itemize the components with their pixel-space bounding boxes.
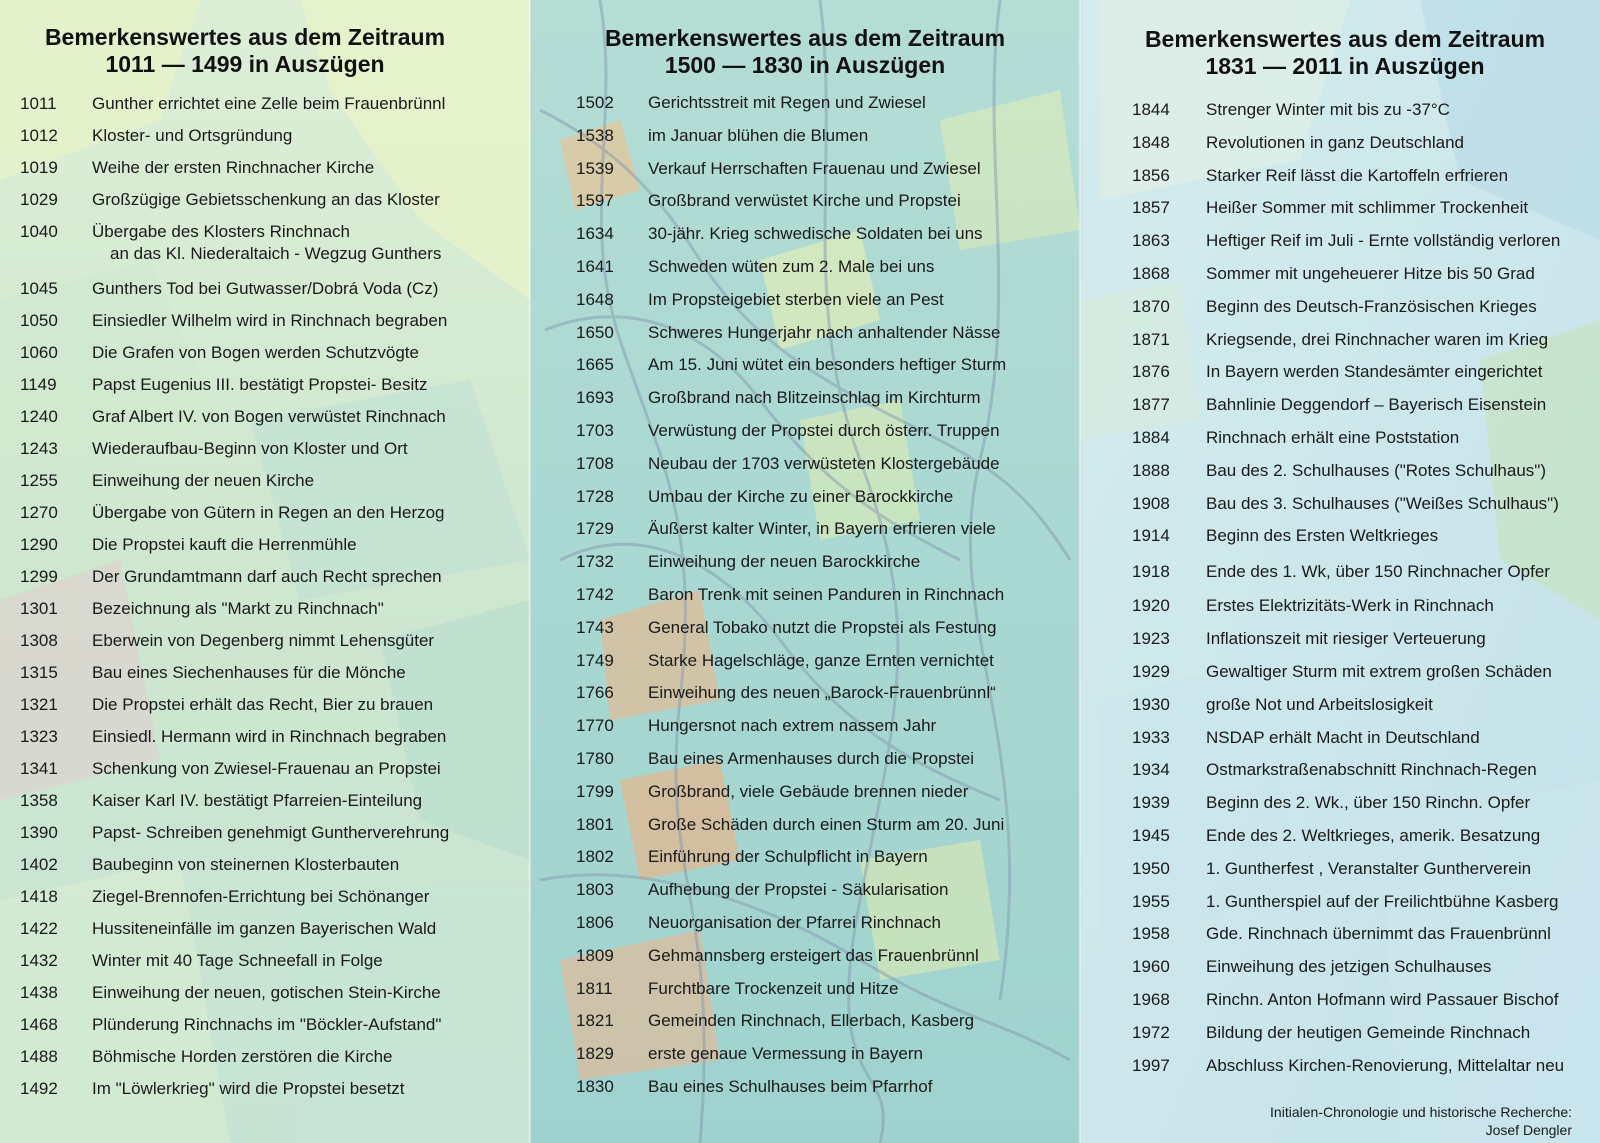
- timeline-entry: [576, 814, 1076, 847]
- entry-year: 1390: [20, 823, 58, 842]
- timeline-entry: [20, 822, 520, 854]
- timeline-entry: [20, 854, 520, 886]
- entry-text: Beginn des Deutsch-Französischen Krieges: [1206, 296, 1537, 316]
- entry-year: 1243: [20, 439, 58, 458]
- entry-year: 1402: [20, 855, 58, 874]
- entry-text: Die Propstei erhält das Recht, Bier zu brauen: [92, 695, 434, 714]
- entry-year: 1770: [576, 716, 614, 736]
- entry-text: Erstes Elektrizitäts-Werk in Rinchnach: [1206, 596, 1494, 616]
- entry-year: 1432: [20, 951, 58, 970]
- entry-text: Heißer Sommer mit schlimmer Trockenheit: [1206, 198, 1529, 218]
- timeline-entry: [1132, 956, 1598, 989]
- timeline-entry: [1132, 792, 1598, 825]
- entry-year: 1884: [1132, 427, 1170, 447]
- timeline-entry: [576, 486, 1076, 519]
- heading-line-1: Bemerkenswertes aus dem Zeitraum: [604, 25, 1006, 51]
- timeline-entry: [20, 502, 520, 534]
- entry-year: 1149: [20, 375, 57, 394]
- entry-text: Aufhebung der Propstei - Säkularisation: [648, 880, 949, 900]
- timeline-panel-1011-1499: [0, 0, 530, 1143]
- entry-text: Übergabe des Klosters Rinchnach: [92, 222, 350, 241]
- timeline-entry: [576, 1043, 1076, 1076]
- entry-year: 1019: [20, 158, 58, 177]
- entry-year: 1802: [576, 847, 614, 867]
- timeline-entry-multiline: [20, 221, 520, 278]
- entry-text: Graf Albert IV. von Bogen verwüstet Rinchnach: [92, 407, 446, 426]
- entry-year: 1732: [576, 552, 614, 572]
- timeline-entry: [576, 1010, 1076, 1043]
- entry-year: 1871: [1132, 329, 1170, 349]
- timeline-entry: [576, 912, 1076, 945]
- entry-text: Schweden wüten zum 2. Male bei uns: [648, 256, 935, 276]
- entry-text: Am 15. Juni wütet ein besonders heftiger Sturm: [648, 355, 1007, 375]
- timeline-entry: [1132, 595, 1598, 628]
- entry-year: 1848: [1132, 132, 1170, 152]
- entry-year: 1641: [576, 256, 614, 276]
- timeline-entry: [20, 982, 520, 1014]
- entry-year: 1468: [20, 1015, 58, 1034]
- entry-year: 1358: [20, 791, 58, 810]
- timeline-entry: [20, 278, 520, 310]
- entry-year: 1308: [20, 631, 58, 650]
- timeline-entry: [20, 758, 520, 790]
- timeline-entry: [576, 190, 1076, 223]
- entry-year: 1045: [20, 279, 58, 298]
- timeline-entry: [1132, 923, 1598, 956]
- timeline-entry: [1132, 727, 1598, 760]
- entry-text: Ende des 1. Wk, über 150 Rinchnacher Opfer: [1206, 562, 1550, 582]
- timeline-entry: [1132, 525, 1598, 561]
- entry-year: 1693: [576, 388, 614, 408]
- entry-text: Gde. Rinchnach übernimmt das Frauenbrünnl: [1206, 924, 1551, 944]
- timeline-entry: [1132, 1022, 1598, 1055]
- credit-note: [1270, 1103, 1572, 1139]
- entry-text: Abschluss Kirchen-Renovierung, Mittelaltar neu: [1206, 1055, 1565, 1075]
- timeline-entry: [576, 322, 1076, 355]
- timeline-entry: [1132, 891, 1598, 924]
- timeline-entry: [576, 978, 1076, 1011]
- entry-text: erste genaue Vermessung in Bayern: [648, 1044, 924, 1064]
- timeline-entry: [1132, 263, 1598, 296]
- timeline-entry: [576, 879, 1076, 912]
- entry-text: Kloster- und Ortsgründung: [92, 126, 293, 145]
- entry-year: 1958: [1132, 924, 1170, 944]
- heading-line-2: 1011 — 1499 in Auszügen: [105, 51, 385, 77]
- entry-year: 1703: [576, 420, 614, 440]
- timeline-entry: [20, 630, 520, 662]
- entry-text: Baubeginn von steinernen Klosterbauten: [92, 855, 400, 874]
- timeline-entry: [20, 1078, 520, 1110]
- timeline-entry: [576, 846, 1076, 879]
- entry-text: Bau eines Armenhauses durch die Propstei: [648, 748, 975, 768]
- entry-text: Verkauf Herrschaften Frauenau und Zwiesel: [648, 158, 981, 178]
- entry-year: 1801: [576, 814, 614, 834]
- entry-year: 1418: [20, 887, 58, 906]
- entry-text: Bau eines Schulhauses beim Pfarrhof: [648, 1076, 933, 1096]
- entry-year: 1857: [1132, 198, 1170, 218]
- entry-text: Weihe der ersten Rinchnacher Kirche: [92, 158, 375, 177]
- entry-year: 1743: [576, 617, 614, 637]
- timeline-panel-1831-2011: [1080, 0, 1600, 1143]
- entry-year: 1960: [1132, 957, 1170, 977]
- entry-text: Einweihung der neuen Kirche: [92, 471, 315, 490]
- timeline-entry: [1132, 165, 1598, 198]
- entry-text: Papst Eugenius III. bestätigt Propstei- Besitz: [92, 375, 428, 394]
- entry-year: 1806: [576, 912, 614, 932]
- timeline-entry: [576, 682, 1076, 715]
- timeline-list: [576, 92, 1076, 1109]
- entry-text: Die Propstei kauft die Herrenmühle: [92, 535, 357, 554]
- timeline-entry: [576, 453, 1076, 486]
- heading-line-2: 1831 — 2011 in Auszügen: [1205, 53, 1485, 79]
- entry-text: Inflationszeit mit riesiger Verteuerung: [1206, 629, 1486, 649]
- timeline-entry: [20, 374, 520, 406]
- entry-year: 1708: [576, 453, 614, 473]
- timeline-entry: [576, 223, 1076, 256]
- entry-year: 1803: [576, 880, 614, 900]
- entry-year: 1877: [1132, 395, 1170, 415]
- entry-text: Im "Löwlerkrieg" wird die Propstei besetzt: [92, 1079, 405, 1098]
- credit-author: Josef Dengler: [1485, 1122, 1572, 1138]
- entry-text: General Tobako nutzt die Propstei als Festung: [648, 617, 997, 637]
- entry-text: Verwüstung der Propstei durch österr. Truppen: [648, 420, 1000, 440]
- entry-year: 1422: [20, 919, 58, 938]
- entry-text: Übergabe von Gütern in Regen an den Herzog: [92, 503, 445, 522]
- entry-year: 1972: [1132, 1022, 1170, 1042]
- timeline-entry: [1132, 296, 1598, 329]
- entry-year: 1908: [1132, 493, 1170, 513]
- entry-year: 1728: [576, 486, 614, 506]
- entry-text: Umbau der Kirche zu einer Barockkirche: [648, 486, 954, 506]
- entry-year: 1060: [20, 343, 58, 362]
- timeline-entry: [576, 781, 1076, 814]
- entry-year: 1945: [1132, 825, 1170, 845]
- timeline-entry: [20, 598, 520, 630]
- entry-text: Bau des 3. Schulhauses ("Weißes Schulhaus"): [1206, 493, 1559, 513]
- heading-line-1: Bemerkenswertes aus dem Zeitraum: [1144, 26, 1546, 52]
- timeline-entry: [1132, 132, 1598, 165]
- entry-text: In Bayern werden Standesämter eingerichtet: [1206, 362, 1543, 382]
- timeline-entry: [20, 438, 520, 470]
- entry-year: 1923: [1132, 629, 1170, 649]
- entry-year: 1634: [576, 224, 614, 244]
- entry-text: Einführung der Schulpflicht in Bayern: [648, 847, 928, 867]
- entry-text: Gehmannsberg ersteigert das Frauenbrünnl: [648, 945, 979, 965]
- entry-text: Einweihung des neuen „Barock-Frauenbrünnl“: [648, 683, 996, 703]
- entry-text: Böhmische Horden zerstören die Kirche: [92, 1047, 393, 1066]
- timeline-entry: [1132, 329, 1598, 362]
- timeline-entry: [576, 748, 1076, 781]
- entry-year: 1780: [576, 748, 614, 768]
- entry-text: Sommer mit ungeheuerer Hitze bis 50 Grad: [1206, 263, 1535, 283]
- timeline-entry: [1132, 1055, 1598, 1088]
- timeline-entry: [576, 715, 1076, 748]
- entry-year: 1888: [1132, 460, 1170, 480]
- timeline-entry: [1132, 197, 1598, 230]
- entry-year: 1870: [1132, 296, 1170, 316]
- entry-year: 1766: [576, 683, 614, 703]
- entry-year: 1492: [20, 1079, 58, 1098]
- timeline-entry: [1132, 427, 1598, 460]
- timeline-entry: [20, 93, 520, 125]
- entry-text: Rinchnach erhält eine Poststation: [1206, 427, 1460, 447]
- entry-year: 1929: [1132, 661, 1170, 681]
- timeline-entry: [576, 92, 1076, 125]
- entry-year: 1648: [576, 289, 614, 309]
- timeline-entry: [20, 342, 520, 374]
- entry-year: 1950: [1132, 858, 1170, 878]
- entry-year: 1502: [576, 93, 614, 112]
- entry-text: Bau des 2. Schulhauses ("Rotes Schulhaus"): [1206, 460, 1546, 480]
- entry-text: Ende des 2. Weltkrieges, amerik. Besatzung: [1206, 825, 1541, 845]
- entry-year: 1809: [576, 945, 614, 965]
- timeline-entry: [1132, 460, 1598, 493]
- entry-year: 1255: [20, 471, 58, 490]
- entry-year: 1955: [1132, 891, 1170, 911]
- entry-year: 1863: [1132, 231, 1170, 251]
- entry-text: Papst- Schreiben genehmigt Guntherverehrung: [92, 823, 450, 842]
- entry-text: Einweihung der neuen Barockkirche: [648, 552, 921, 572]
- entry-text: Großbrand nach Blitzeinschlag im Kirchturm: [648, 388, 981, 408]
- entry-text: Eberwein von Degenberg nimmt Lehensgüter: [92, 631, 435, 650]
- timeline-entry: [576, 158, 1076, 191]
- timeline-entry: [576, 551, 1076, 584]
- entry-text: Plünderung Rinchnachs im "Böckler-Aufstand": [92, 1015, 442, 1034]
- entry-year: 1914: [1132, 526, 1170, 546]
- entry-year: 1488: [20, 1047, 58, 1066]
- entry-text: Kriegsende, drei Rinchnacher waren im Krieg: [1206, 329, 1549, 349]
- entry-text: 1. Guntherspiel auf der Freilichtbühne Kasberg: [1206, 891, 1559, 911]
- timeline-entry: [20, 886, 520, 918]
- entry-text: Beginn des Ersten Weltkrieges: [1206, 526, 1439, 546]
- entry-text: Hussiteneinfälle im ganzen Bayerischen Wald: [92, 919, 437, 938]
- entry-year: 1301: [20, 599, 58, 618]
- timeline-entry: [1132, 361, 1598, 394]
- timeline-entry: [576, 354, 1076, 387]
- entry-text: Kaiser Karl IV. bestätigt Pfarreien-Einteilung: [92, 791, 423, 810]
- timeline-entry: [20, 470, 520, 502]
- entry-year: 1011: [20, 94, 57, 113]
- timeline-entry: [1132, 99, 1598, 132]
- fold-line-2: [1078, 0, 1082, 1143]
- entry-year: 1868: [1132, 263, 1170, 283]
- entry-text: Großzügige Gebietsschenkung an das Kloster: [92, 190, 440, 209]
- entry-year: 1876: [1132, 362, 1170, 382]
- entry-text: Beginn des 2. Wk., über 150 Rinchn. Opfer: [1206, 793, 1531, 813]
- timeline-entry: [1132, 230, 1598, 263]
- timeline-entry: [20, 310, 520, 342]
- entry-year: 1240: [20, 407, 58, 426]
- entry-text: Der Grundamtmann darf auch Recht sprechen: [92, 567, 442, 586]
- entry-text: 30-jähr. Krieg schwedische Soldaten bei uns: [648, 224, 983, 244]
- entry-year: 1799: [576, 781, 614, 801]
- entry-text-continuation: an das Kl. Niederaltaich - Wegzug Gunthers: [110, 244, 442, 263]
- timeline-entry: [576, 945, 1076, 978]
- entry-year: 1040: [20, 222, 58, 241]
- entry-year: 1830: [576, 1076, 614, 1096]
- entry-text: Schweres Hungerjahr nach anhaltender Nässe: [648, 322, 1001, 342]
- heading-line-2: 1500 — 1830 in Auszügen: [664, 52, 946, 78]
- heading-line-1: Bemerkenswertes aus dem Zeitraum: [44, 24, 446, 50]
- entry-text: Hungersnot nach extrem nassem Jahr: [648, 716, 937, 736]
- entry-year: 1270: [20, 503, 58, 522]
- entry-text: Winter mit 40 Tage Schneefall in Folge: [92, 951, 383, 970]
- entry-year: 1323: [20, 727, 58, 746]
- timeline-entry: [20, 1014, 520, 1046]
- timeline-entry: [1132, 661, 1598, 694]
- timeline-entry: [576, 617, 1076, 650]
- entry-year: 1811: [576, 978, 613, 998]
- entry-year: 1315: [20, 663, 58, 682]
- timeline-entry: [576, 387, 1076, 420]
- entry-text: Starke Hagelschläge, ganze Ernten vernichtet: [648, 650, 994, 670]
- timeline-list: [1132, 99, 1598, 1087]
- entry-year: 1538: [576, 125, 614, 145]
- entry-text: Neuorganisation der Pfarrei Rinchnach: [648, 912, 941, 932]
- timeline-entry: [576, 584, 1076, 617]
- entry-year: 1939: [1132, 793, 1170, 813]
- timeline-entry: [20, 189, 520, 221]
- entry-text: Ostmarkstraßenabschnitt Rinchnach-Regen: [1206, 760, 1537, 780]
- panel-heading: [1080, 26, 1600, 80]
- entry-text: Einsiedl. Hermann wird in Rinchnach begraben: [92, 727, 447, 746]
- timeline-entry: [20, 125, 520, 157]
- timeline-entry: [576, 1076, 1076, 1109]
- timeline-panel-1500-1830: [530, 0, 1080, 1143]
- timeline-entry: [1132, 759, 1598, 792]
- entry-text: Großbrand, viele Gebäude brennen nieder: [648, 781, 969, 801]
- timeline-entry: [576, 125, 1076, 158]
- entry-text: Bahnlinie Deggendorf – Bayerisch Eisenstein: [1206, 395, 1547, 415]
- entry-year: 1729: [576, 519, 614, 539]
- entry-text: im Januar blühen die Blumen: [648, 125, 869, 145]
- timeline-entry: [20, 694, 520, 726]
- entry-text: Bildung der heutigen Gemeinde Rinchnach: [1206, 1022, 1531, 1042]
- timeline-list: [20, 93, 520, 1110]
- timeline-entry: [20, 406, 520, 438]
- entry-year: 1665: [576, 355, 614, 375]
- timeline-entry: [576, 518, 1076, 551]
- timeline-entry: [576, 420, 1076, 453]
- entry-year: 1918: [1132, 562, 1170, 582]
- entry-text: Die Grafen von Bogen werden Schutzvögte: [92, 343, 419, 362]
- entry-text: Heftiger Reif im Juli - Ernte vollständig verloren: [1206, 231, 1561, 251]
- entry-year: 1968: [1132, 989, 1170, 1009]
- timeline-entry: [1132, 493, 1598, 526]
- entry-text: Revolutionen in ganz Deutschland: [1206, 132, 1465, 152]
- entry-text: Bezeichnung als "Markt zu Rinchnach": [92, 599, 384, 618]
- panel-heading: [530, 25, 1080, 79]
- timeline-entry: [20, 566, 520, 598]
- entry-text: Einweihung des jetzigen Schulhauses: [1206, 957, 1492, 977]
- entry-year: 1856: [1132, 165, 1170, 185]
- timeline-entry: [1132, 561, 1598, 595]
- entry-text: Rinchn. Anton Hofmann wird Passauer Bischof: [1206, 989, 1559, 1009]
- entry-text: Starker Reif lässt die Kartoffeln erfrieren: [1206, 165, 1509, 185]
- timeline-entry: [1132, 989, 1598, 1022]
- entry-text: Ziegel-Brennofen-Errichtung bei Schönanger: [92, 887, 430, 906]
- entry-text: Furchtbare Trockenzeit und Hitze: [648, 978, 899, 998]
- entry-year: 1742: [576, 584, 614, 604]
- entry-year: 1650: [576, 322, 614, 342]
- entry-text: Große Schäden durch einen Sturm am 20. Juni: [648, 814, 1005, 834]
- entry-text: Im Propsteigebiet sterben viele an Pest: [648, 289, 944, 309]
- entry-year: 1749: [576, 650, 614, 670]
- entry-text: Baron Trenk mit seinen Panduren in Rinchnach: [648, 584, 1005, 604]
- timeline-entry: [20, 918, 520, 950]
- timeline-entry: [20, 790, 520, 822]
- entry-text: Gunthers Tod bei Gutwasser/Dobrá Voda (Cz): [92, 279, 439, 298]
- entry-text: Gunther errichtet eine Zelle beim Frauenbrünnl: [92, 94, 446, 113]
- entry-text: Einsiedler Wilhelm wird in Rinchnach begraben: [92, 311, 448, 330]
- entry-year: 1829: [576, 1044, 614, 1064]
- entry-text: 1. Guntherfest , Veranstalter Guntherverein: [1206, 858, 1532, 878]
- timeline-entry: [20, 534, 520, 566]
- entry-year: 1539: [576, 158, 614, 178]
- timeline-entry: [1132, 825, 1598, 858]
- entry-year: 1050: [20, 311, 58, 330]
- panel-heading: [0, 24, 490, 78]
- entry-text: Schenkung von Zwiesel-Frauenau an Propstei: [92, 759, 441, 778]
- entry-year: 1844: [1132, 100, 1170, 119]
- entry-year: 1821: [576, 1011, 614, 1031]
- timeline-entry: [1132, 628, 1598, 661]
- entry-text: Einweihung der neuen, gotischen Stein-Kirche: [92, 983, 441, 1002]
- entry-year: 1341: [20, 759, 58, 778]
- entry-text: NSDAP erhält Macht in Deutschland: [1206, 727, 1480, 747]
- timeline-entry: [20, 726, 520, 758]
- entry-text: große Not und Arbeitslosigkeit: [1206, 694, 1433, 714]
- entry-year: 1012: [20, 126, 58, 145]
- timeline-entry: [1132, 858, 1598, 891]
- timeline-entry: [1132, 694, 1598, 727]
- entry-year: 1997: [1132, 1055, 1170, 1075]
- entry-text: Bau eines Siechenhauses für die Mönche: [92, 663, 406, 682]
- entry-text: Gerichtsstreit mit Regen und Zwiesel: [648, 93, 926, 112]
- entry-text: Strenger Winter mit bis zu -37°C: [1206, 100, 1450, 119]
- entry-year: 1299: [20, 567, 58, 586]
- credit-line-1: Initialen-Chronologie und historische Recherche:: [1270, 1104, 1572, 1120]
- entry-year: 1438: [20, 983, 58, 1002]
- timeline-entry: [20, 157, 520, 189]
- timeline-entry: [1132, 394, 1598, 427]
- entry-year: 1029: [20, 190, 58, 209]
- entry-text: Wiederaufbau-Beginn von Kloster und Ort: [92, 439, 408, 458]
- entry-year: 1321: [20, 695, 58, 714]
- timeline-entry: [20, 1046, 520, 1078]
- entry-year: 1933: [1132, 727, 1170, 747]
- timeline-entry: [576, 256, 1076, 289]
- timeline-entry: [576, 650, 1076, 683]
- entry-text: Gewaltiger Sturm mit extrem großen Schäden: [1206, 661, 1552, 681]
- entry-year: 1920: [1132, 596, 1170, 616]
- entry-year: 1934: [1132, 760, 1170, 780]
- entry-year: 1930: [1132, 694, 1170, 714]
- entry-year: 1597: [576, 191, 614, 211]
- entry-text: Äußerst kalter Winter, in Bayern erfrieren viele: [648, 519, 996, 539]
- timeline-entry: [576, 289, 1076, 322]
- entry-text: Gemeinden Rinchnach, Ellerbach, Kasberg: [648, 1011, 975, 1031]
- timeline-entry: [20, 662, 520, 694]
- entry-text: Neubau der 1703 verwüsteten Klostergebäude: [648, 453, 1000, 473]
- fold-line-1: [528, 0, 532, 1143]
- entry-year: 1290: [20, 535, 58, 554]
- timeline-entry: [20, 950, 520, 982]
- entry-text: Großbrand verwüstet Kirche und Propstei: [648, 191, 961, 211]
